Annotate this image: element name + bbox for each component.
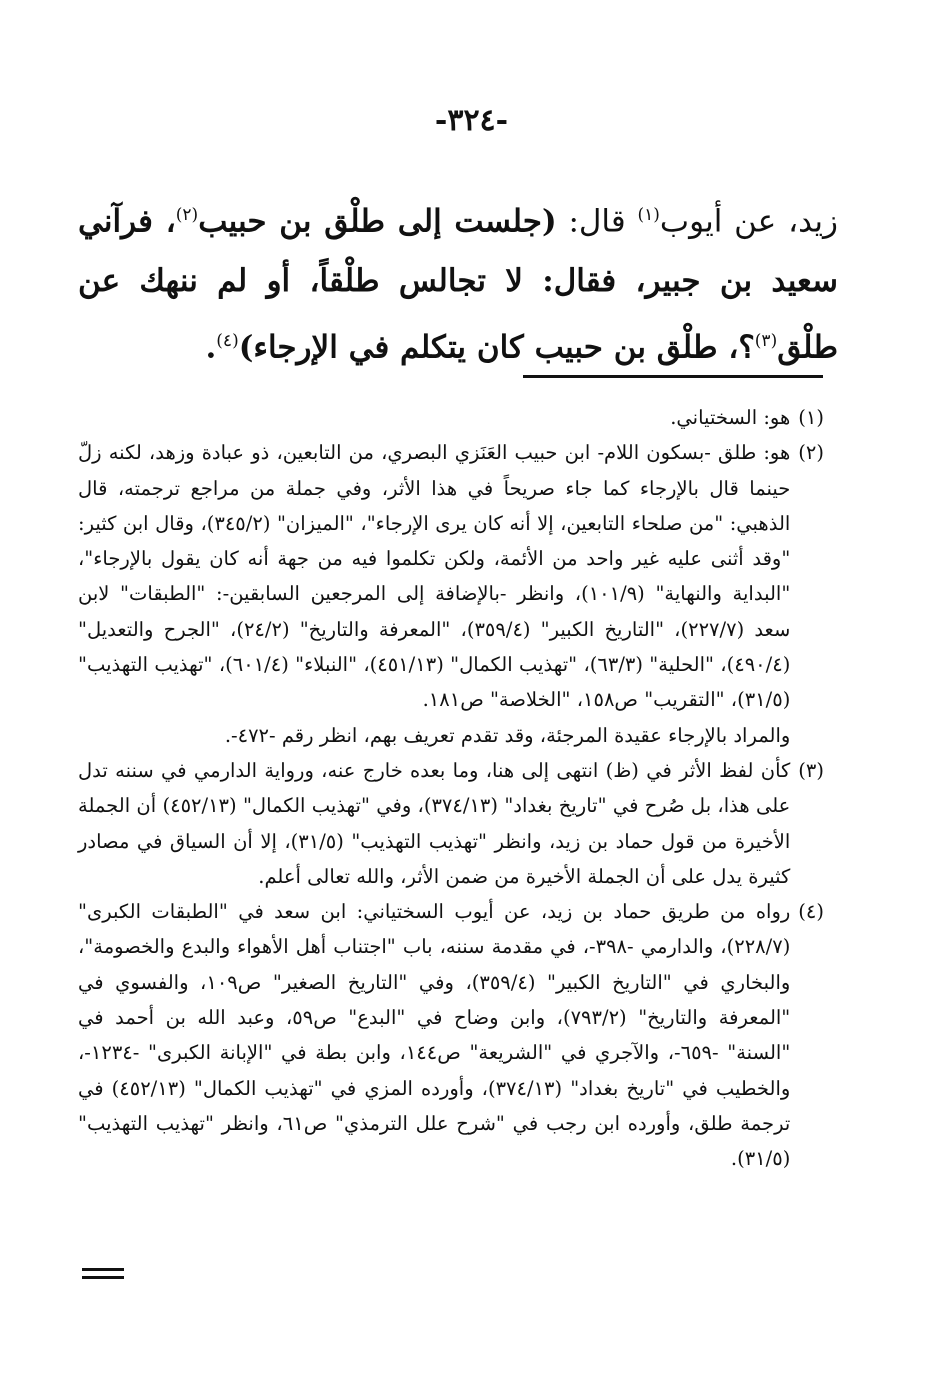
footnote-ref[interactable]: (٤): [216, 331, 239, 352]
footnote-body: [78, 435, 790, 753]
footnote: [78, 894, 824, 1176]
main-text-part: زيد، عن أيوب: [659, 203, 838, 240]
footnote-text: هو: طلق -بسكون اللام- ابن حبيب العَنَزي البصري، من التابعين، ذو عبادة وزهد، لكنه زلّ حينما قال بالإرجاء كما جاء صريحاً في هذا الأثر، وفي جملة من مراجع ترجمته، قال الذهبي: "من صلحاء التابعين، إلا أنه كان يرى الإرجاء"، "الميزان" (٣٤٥/٢)، وقال ابن كثير: "وقد أثنى عليه غير واحد من الأئمة، ولكن تكلموا فيه من جهة أنه كان يقول بالإرجاء"، "البداية والنهاية" (١٠١/٩)، وانظر -بالإضافة إلى المرجعين السابقين-: "الطبقات" لابن سعد (٢٢٧/٧)، "التاريخ الكبير" (٣٥٩/٤)، "المعرفة والتاريخ" (٢٤/٢)، "الجرح والتعديل" (٤٩٠/٤)، "الحلية" (٦٣/٣)، "تهذيب الكمال" (٤٥١/١٣)، "النبلاء" (٦٠١/٤)، "تهذيب التهذيب" (٣١/٥)، "التقريب" ص١٥٨، "الخلاصة" ص١٨١.: [78, 441, 791, 712]
footnote-number: (٣): [798, 758, 824, 782]
main-text-quote: ، فرآني سعيد بن جبير، فقال: لا تجالس طلْقاً، أو لم ننهك عن طلْق: [78, 203, 838, 366]
footnote-ref[interactable]: (١): [637, 205, 660, 225]
footnote-number: (٢): [798, 441, 824, 465]
main-text: [78, 185, 838, 378]
page-number: -٣٢٤-: [434, 103, 509, 138]
footnote-body: [78, 400, 790, 435]
footnote: [78, 435, 824, 753]
footnote-text: هو: السختياني.: [670, 406, 791, 429]
main-text-part: .: [205, 329, 217, 366]
footnote-text: والمراد بالإرجاء عقيدة المرجئة، وقد تقدم تعريف بهم، انظر رقم -٤٧٢-.: [224, 723, 791, 747]
continuation-mark-line: [82, 1268, 124, 1271]
continuation-mark-line: [82, 1276, 124, 1279]
main-text-quote: ؟، طلْق بن حبيب كان يتكلم في الإرجاء): [238, 329, 755, 366]
footnote-text: كأن لفظ الأثر في (ظ) انتهى إلى هنا، وما بعده خارج عنه، ورواية الدارمي في سننه تدل على هذا، بل صُرح في "تاريخ بغداد" (٣٧٤/١٣)، وفي "تهذيب الكمال" (٤٥٢/١٣) أن الجملة الأخيرة من قول حماد بن زيد، وانظر "تهذيب التهذيب" (٣١/٥)، إلا أن السياق في مصادر كثيرة يدل على أن الجملة الأخيرة من ضمن الأثر، والله تعالى أعلم.: [78, 758, 791, 888]
footnote-number: (١): [798, 406, 824, 429]
footnote-ref[interactable]: (٣): [754, 331, 778, 352]
footnote-text: رواه من طريق حماد بن زيد، عن أيوب السختياني: ابن سعد في "الطبقات الكبرى" (٢٢٨/٧)، والدارمي -٣٩٨-، في مقدمة سننه، باب "اجتناب أهل الأهواء والبدع والخصومة"، والبخاري في "التاريخ الكبير" (٣٥٩/٤)، وفي "التاريخ الصغير" ص١٠٩، والفسوي في "المعرفة والتاريخ" (٧٩٣/٢)، وابن وضاح في "البدع" ص٥٩، وعبد الله بن أحمد في "السنة" -٦٥٩-، والآجري في "الشريعة" ص١٤٤، وابن بطة في "الإبانة الكبرى" -١٢٣٤-، والخطيب في "تاريخ بغداد" (٣٧٤/١٣)، وأورده المزي في "تهذيب الكمال" (٤٥٢/١٣) في ترجمة طلق، وأورده ابن رجب في "شرح علل الترمذي" ص٦١، وانظر "تهذيب التهذيب" (٣١/٥).: [78, 900, 791, 1171]
footnote-ref[interactable]: (٢): [175, 205, 199, 225]
continuation-mark: [82, 1268, 124, 1282]
footnote-body: [78, 753, 790, 894]
footnote: [78, 753, 824, 894]
footnote-divider: [523, 375, 823, 378]
footnote: [78, 400, 824, 435]
footnotes: [78, 400, 824, 1177]
main-text-part: قال:: [556, 203, 638, 240]
footnote-number: (٤): [798, 900, 824, 924]
main-text-quote: (جلست إلى طلْق بن حبيب: [198, 203, 557, 240]
footnote-body: [78, 894, 790, 1176]
